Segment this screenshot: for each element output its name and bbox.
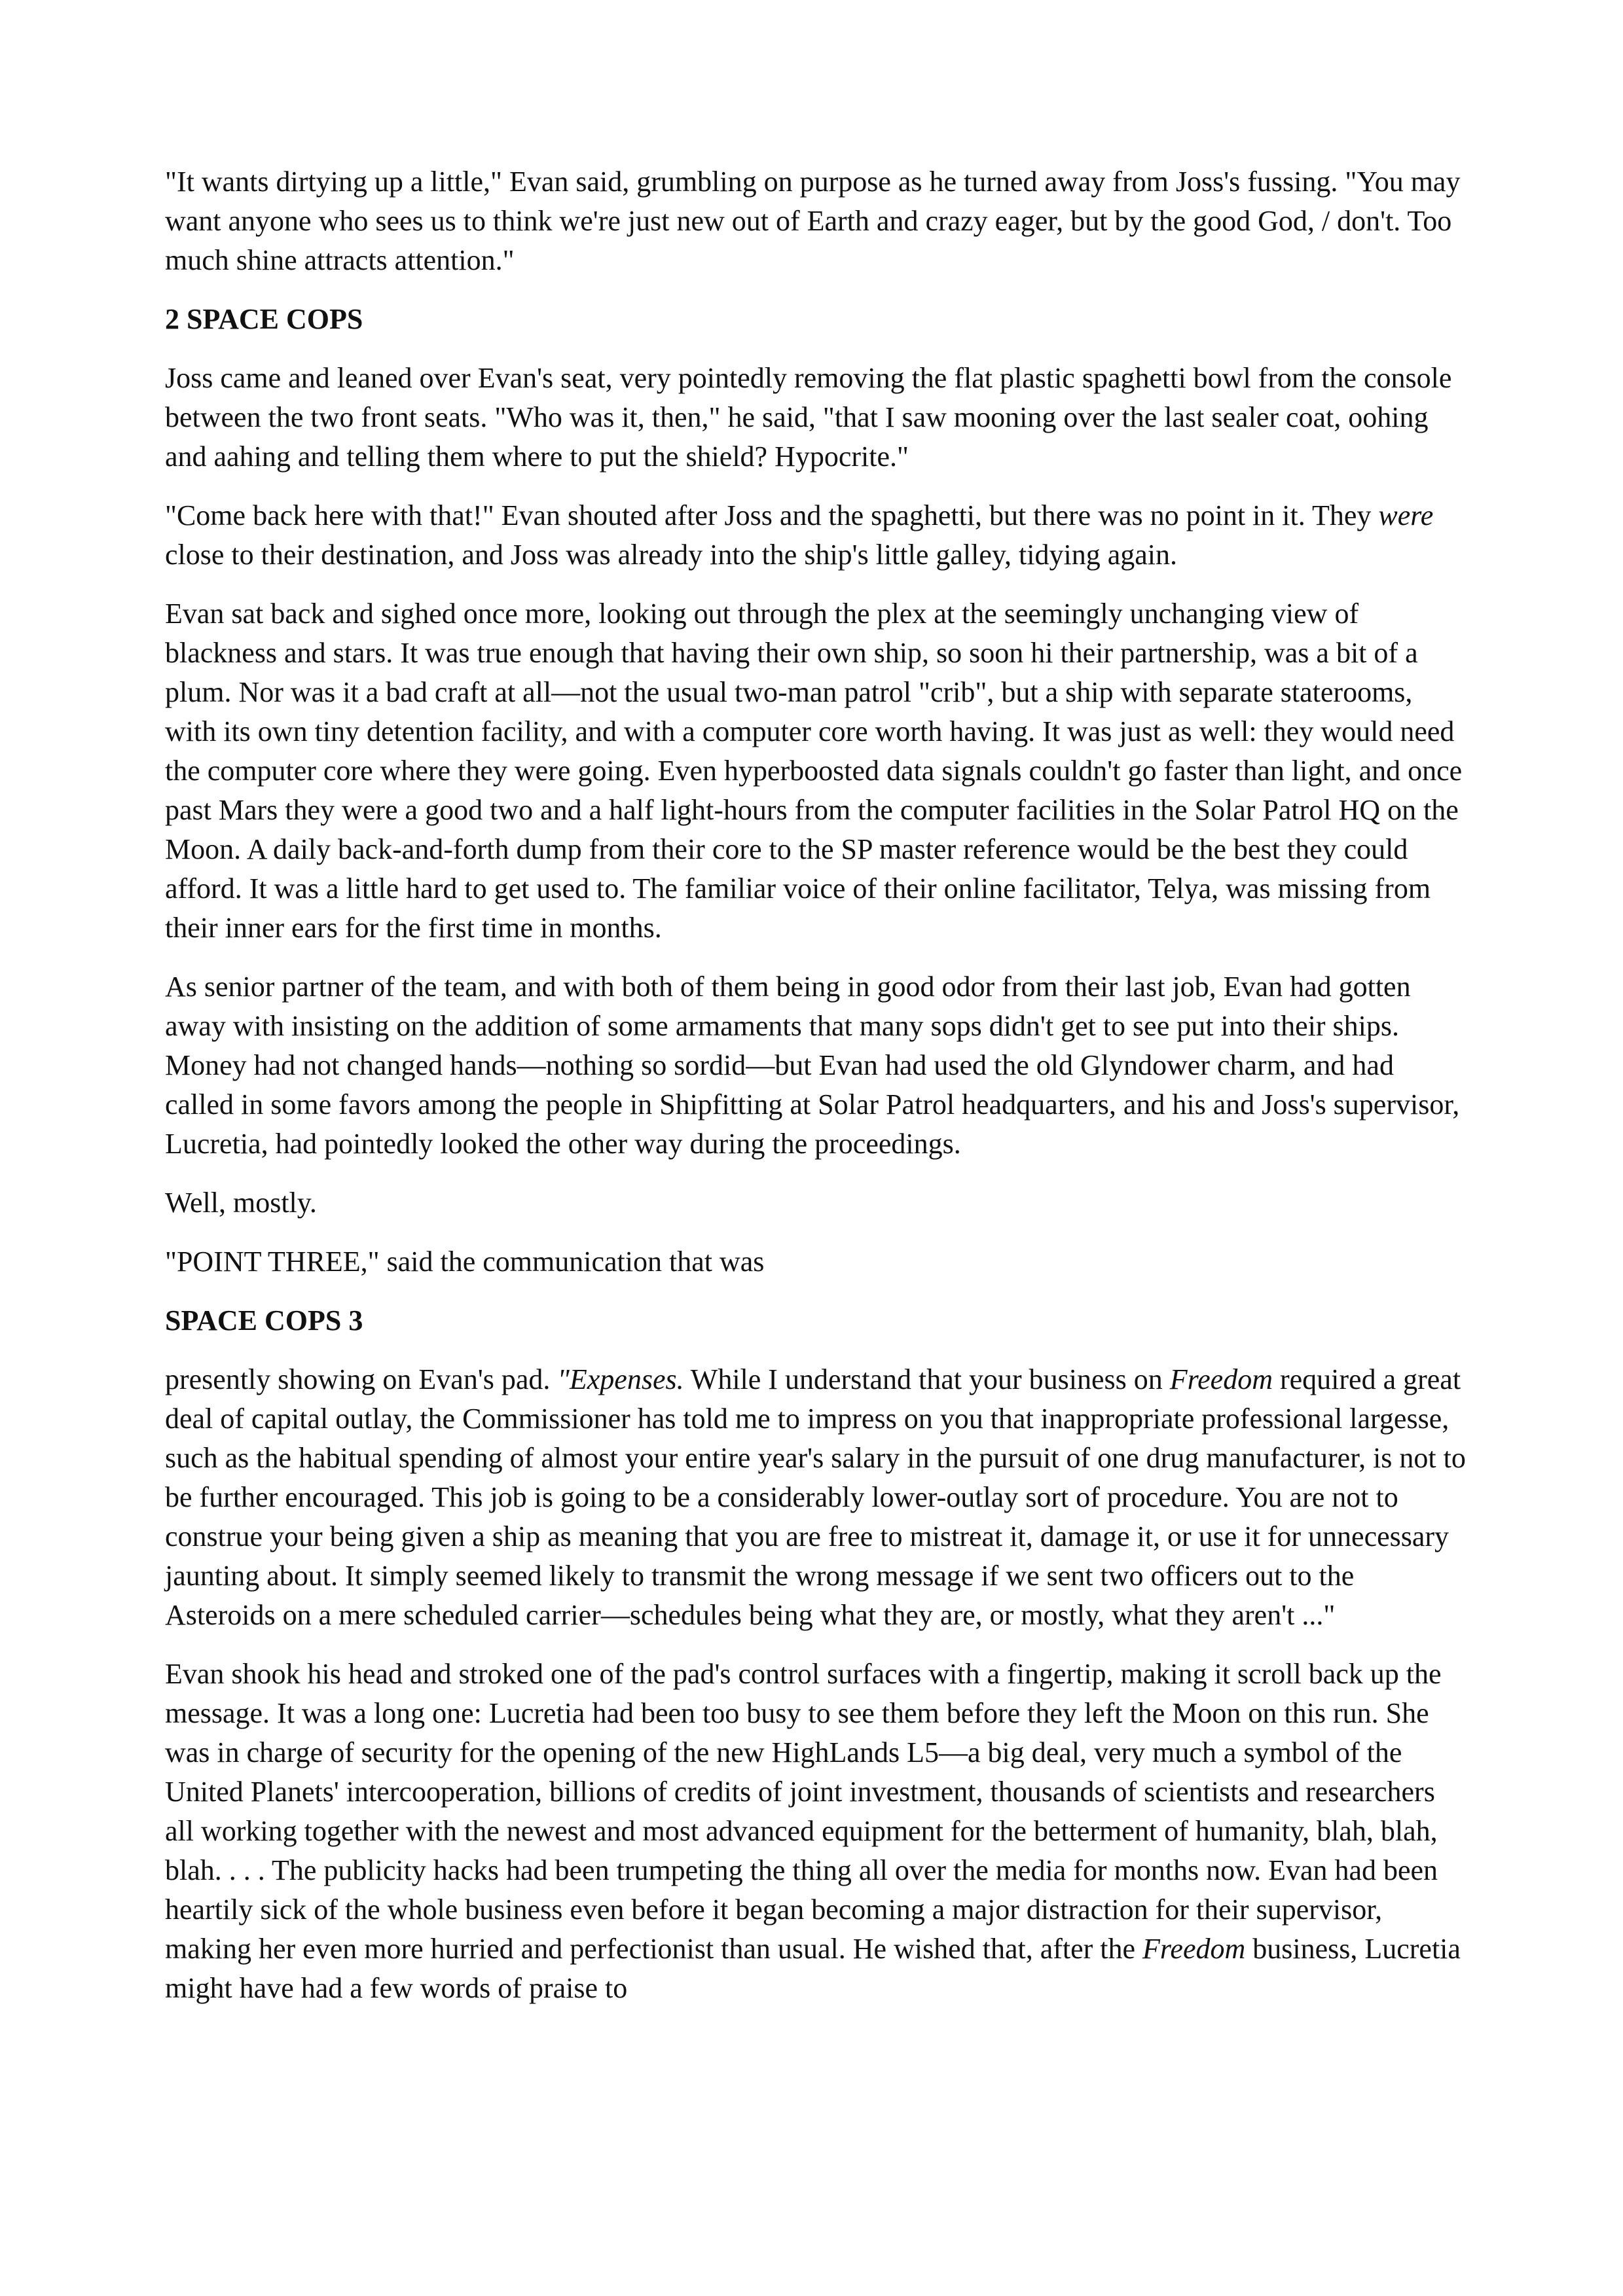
text-run: close to their destination, and Joss was already into the ship's little galley, tidying again. [165,539,1177,571]
text-run: "Come back here with that!" Evan shouted after Joss and the spaghetti, but there was no point in it. They [165,499,1379,531]
running-header [165,300,1468,339]
italic-run: Freedom [1169,1363,1273,1395]
text-run: Evan shook his head and stroked one of the pad's control surfaces with a fingertip, making it scroll back up the message. It was a long one: Lucretia had been too busy to see them before they left the Moon on this run. She was in charge of security for the opening of the new HighLands L5—a big deal, very much a symbol of the United Planets' intercooperation, billions of credits of joint investment, thousands of scientists and researchers all working together with the newest and most advanced equipment for the betterment of humanity, blah, blah, blah. . . . The publicity hacks had been trumpeting the thing all over the media for months now. Evan had been heartily sick of the whole business even before it began becoming a major distraction for their supervisor, making her even more hurried and perfectionist than usual. He wished that, after the [165,1658,1442,1965]
text-run: As senior partner of the team, and with both of them being in good odor from their last job, Evan had gotten away with insisting on the addition of some armaments that many sops didn't get to see put into their ships. Money had not changed hands—nothing so sordid—but Evan had used the old Glyndower charm, and had called in some favors among the people in Shipfitting at Solar Patrol headquarters, and his and Joss's supervisor, Lucretia, had pointedly looked the other way during the proceedings. [165,971,1460,1160]
paragraph [165,967,1468,1164]
document-page [165,162,1468,2028]
text-run: business, Lucretia might have had a few words of praise to [165,1933,1461,2004]
paragraph [165,162,1468,280]
paragraph [165,359,1468,476]
italic-run: Freedom [1142,1933,1246,1965]
paragraph [165,1183,1468,1223]
text-run: While I understand that your business on [684,1363,1170,1395]
text-run: Joss came and leaned over Evan's seat, very pointedly removing the flat plastic spaghetti bowl from the console between the two front seats. "Who was it, then," he said, "that I saw mooning over the last sealer coat, oohing and aahing and telling them where to put the shield? Hypocrite." [165,362,1452,473]
italic-run: were [1378,499,1434,531]
text-run: Evan sat back and sighed once more, looking out through the plex at the seemingly unchanging view of blackness and stars. It was true enough that having their own ship, so soon hi their partnership, was a bit of a plum. Nor was it a bad craft at all—not the usual two-man patrol "crib", but a ship with separate staterooms, with its own tiny detention facility, and with a computer core worth having. It was just as well: they would need the computer core where they were going. Even hyperboosted data signals couldn't go faster than light, and once past Mars they were a good two and a half light-hours from the computer facilities in the Solar Patrol HQ on the Moon. A daily back-and-forth dump from their core to the SP master reference would be the best they could afford. It was a little hard to get used to. The familiar voice of their online facilitator, Telya, was missing from their inner ears for the first time in months. [165,598,1463,944]
text-run: 2 SPACE COPS [165,303,363,335]
text-run: SPACE COPS 3 [165,1304,363,1336]
text-run: required a great deal of capital outlay, the Commissioner has told me to impress on you that inappropriate professional largesse, such as the habitual spending of almost your entire year's salary in the pursuit of one drug manufacturer, is not to be further encouraged. This job is going to be a considerably lower-outlay sort of procedure. You are not to construe your being given a ship as meaning that you are free to mistreat it, damage it, or use it for unnecessary jaunting about. It simply seemed likely to transmit the wrong message if we sent two officers out to the Asteroids on a mere scheduled carrier—schedules being what they are, or mostly, what they aren't ..." [165,1363,1466,1631]
text-run: "POINT THREE," said the communication that was [165,1246,765,1278]
paragraph [165,1655,1468,2008]
italic-run: "Expenses. [557,1363,684,1395]
running-header [165,1301,1468,1340]
paragraph [165,496,1468,575]
text-run: Well, mostly. [165,1187,317,1219]
text-run: "It wants dirtying up a little," Evan said, grumbling on purpose as he turned away from Joss's fussing. "You may want anyone who sees us to think we're just new out of Earth and crazy eager, but by the good God, / don't. Too much shine attracts attention." [165,166,1461,276]
paragraph [165,1242,1468,1282]
text-run: presently showing on Evan's pad. [165,1363,558,1395]
paragraph [165,1360,1468,1635]
paragraph [165,594,1468,948]
